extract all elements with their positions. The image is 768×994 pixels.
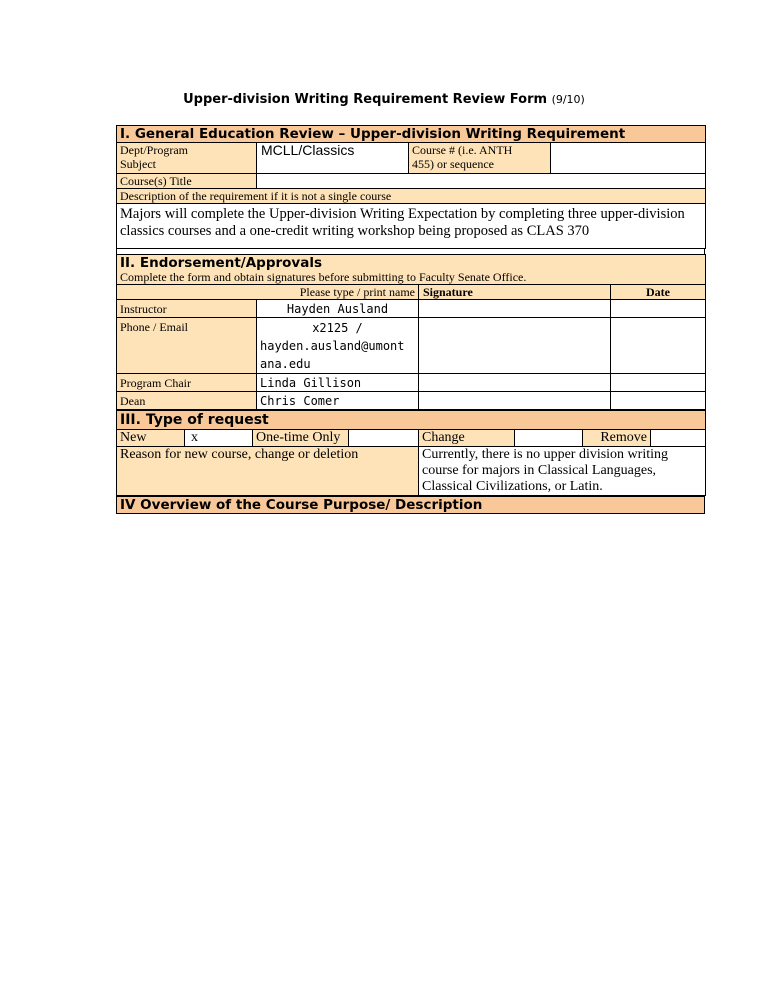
new-checkbox[interactable]: x: [185, 430, 253, 447]
new-label: New: [117, 430, 185, 447]
email-line2: ana.edu: [260, 357, 311, 371]
course-number-field[interactable]: [551, 143, 706, 174]
instructor-label: Instructor: [117, 300, 257, 318]
section-endorsement: [116, 254, 706, 410]
column-date-header: Date: [611, 285, 706, 300]
instructor-signature-field[interactable]: [419, 300, 611, 318]
course-label-line2: 455) or sequence: [412, 157, 494, 171]
dept-label-line2: Subject: [120, 157, 156, 171]
one-time-label: One-time Only: [253, 430, 349, 447]
section-general-education: [116, 125, 706, 249]
program-chair-signature-field[interactable]: [419, 374, 611, 392]
instructor-name-field[interactable]: Hayden Ausland: [257, 300, 419, 318]
program-chair-date-field[interactable]: [611, 374, 706, 392]
section-2-header: [117, 255, 706, 285]
form-version: (9/10): [551, 93, 585, 106]
section-1-heading: I. General Education Review – Upper-division Writing Requirement: [117, 126, 706, 143]
phone-line: x2125 /: [312, 321, 363, 335]
program-chair-name-field[interactable]: Linda Gillison: [257, 374, 419, 392]
dept-program-field[interactable]: MCLL/Classics: [257, 143, 409, 174]
course-title-label: Course(s) Title: [117, 174, 257, 189]
phone-email-field[interactable]: [257, 318, 419, 374]
section-2-heading: II. Endorsement/Approvals: [120, 255, 322, 271]
email-line1: hayden.ausland@umont: [260, 339, 405, 353]
section-type-of-request: [116, 410, 706, 496]
dept-program-label: [117, 143, 257, 174]
phone-email-date-field[interactable]: [611, 318, 706, 374]
course-label-line1: Course # (i.e. ANTH: [412, 143, 513, 157]
dept-label-line1: Dept/Program: [120, 143, 188, 157]
section-3-heading: III. Type of request: [117, 411, 706, 430]
section-2-instructions: Complete the form and obtain signatures before submitting to Faculty Senate Office.: [120, 270, 527, 284]
dean-date-field[interactable]: [611, 392, 706, 410]
instructor-date-field[interactable]: [611, 300, 706, 318]
dean-label: Dean: [117, 392, 257, 410]
change-label: Change: [419, 430, 515, 447]
page-title: [0, 92, 768, 107]
dean-signature-field[interactable]: [419, 392, 611, 410]
description-label: Description of the requirement if it is not a single course: [117, 189, 706, 204]
review-form: [116, 125, 705, 514]
column-name-header: Please type / print name: [257, 285, 419, 300]
header-spacer: [117, 285, 257, 300]
change-checkbox[interactable]: [515, 430, 583, 447]
column-signature-header: Signature: [419, 285, 611, 300]
description-text[interactable]: Majors will complete the Upper-division Writing Expectation by completing three upper-division classics courses and a one-credit writing workshop being proposed as CLAS 370: [117, 204, 706, 249]
remove-checkbox[interactable]: [651, 430, 706, 447]
phone-email-signature-field[interactable]: [419, 318, 611, 374]
course-number-label: [409, 143, 551, 174]
phone-email-label: Phone / Email: [117, 318, 257, 374]
form-title: Upper-division Writing Requirement Review Form: [183, 92, 548, 107]
program-chair-label: Program Chair: [117, 374, 257, 392]
course-title-field[interactable]: [257, 174, 706, 189]
remove-label: Remove: [583, 430, 651, 447]
reason-text[interactable]: Currently, there is no upper division writing course for majors in Classical Languages, Classical Civilizations, or Latin.: [419, 447, 706, 496]
one-time-checkbox[interactable]: [349, 430, 419, 447]
reason-label: Reason for new course, change or deletion: [117, 447, 419, 496]
dean-name-field[interactable]: Chris Comer: [257, 392, 419, 410]
section-overview: [116, 496, 705, 514]
section-4-heading: IV Overview of the Course Purpose/ Description: [117, 497, 705, 514]
